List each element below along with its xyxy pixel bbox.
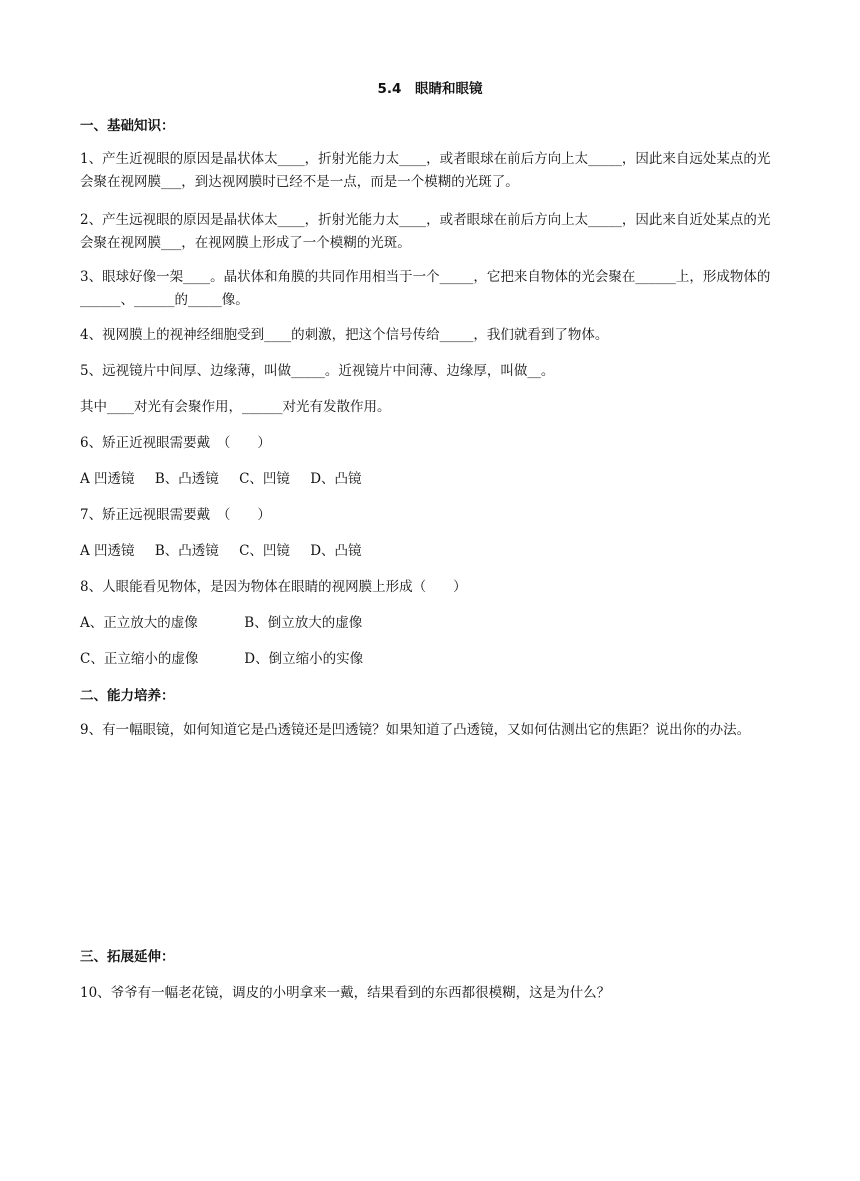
question-2: 2、产生远视眼的原因是晶状体太____，折射光能力太____，或者眼球在前后方向上太_____，因此来自近处某点的光会聚在视网膜___，在视网膜上形成了一个模糊的光斑。	[80, 212, 771, 251]
question-5-part-1: 5、远视镜片中间厚、边缘薄，叫做_____。近视镜片中间薄、边缘厚，叫做__。	[80, 363, 555, 379]
option-d: D、凸镜	[310, 471, 362, 487]
question-7: 7、矫正远视眼需要戴 （ ）	[80, 507, 271, 523]
section-heading-basic: 一、基础知识：	[80, 118, 175, 134]
question-8: 8、人眼能看见物体，是因为物体在眼睛的视网膜上形成（ ）	[80, 579, 467, 595]
option-b: B、凸透镜	[154, 543, 219, 559]
question-6-options	[80, 469, 780, 489]
option-c: C、凹镜	[239, 543, 290, 559]
option-a: A 凹透镜	[80, 471, 135, 487]
question-3: 3、眼球好像一架____。晶状体和角膜的共同作用相当于一个_____，它把来自物体的光会聚在______上，形成物体的______、______的_____像。	[80, 269, 771, 308]
option-b: B、凸透镜	[154, 471, 219, 487]
question-9: 9、有一幅眼镜，如何知道它是凸透镜还是凹透镜？如果知道了凸透镜，又如何估测出它的焦距？说出你的办法。	[80, 722, 751, 738]
question-7-options	[80, 541, 780, 561]
option-a: A 凹透镜	[80, 543, 135, 559]
option-d: D、倒立缩小的实像	[244, 651, 364, 667]
question-5-part-2: 其中____对光有会聚作用，______对光有发散作用。	[80, 399, 391, 415]
option-c: C、正立缩小的虚像	[80, 651, 199, 667]
option-c: C、凹镜	[239, 471, 290, 487]
section-heading-ability: 二、能力培养：	[80, 688, 175, 704]
question-4: 4、视网膜上的视神经细胞受到____的刺激，把这个信号传给_____，我们就看到了物体。	[80, 327, 609, 343]
option-d: D、凸镜	[310, 543, 362, 559]
question-6: 6、矫正近视眼需要戴 （ ）	[80, 435, 271, 451]
section-heading-extension: 三、拓展延伸：	[80, 949, 175, 965]
question-8-options-row-2	[80, 649, 780, 669]
page-title: 5.4 眼睛和眼镜	[377, 81, 483, 97]
question-8-options-row-1	[80, 613, 780, 633]
option-b: B、倒立放大的虚像	[244, 615, 363, 631]
question-10: 10、爷爷有一幅老花镜，调皮的小明拿来一戴，结果看到的东西都很模糊，这是为什么？	[80, 985, 611, 1001]
question-1: 1、产生近视眼的原因是晶状体太____，折射光能力太____，或者眼球在前后方向上太_____，因此来自远处某点的光会聚在视网膜___，到达视网膜时已经不是一点，而是一个模糊的光斑了。	[80, 151, 771, 190]
option-a: A、正立放大的虚像	[80, 615, 198, 631]
